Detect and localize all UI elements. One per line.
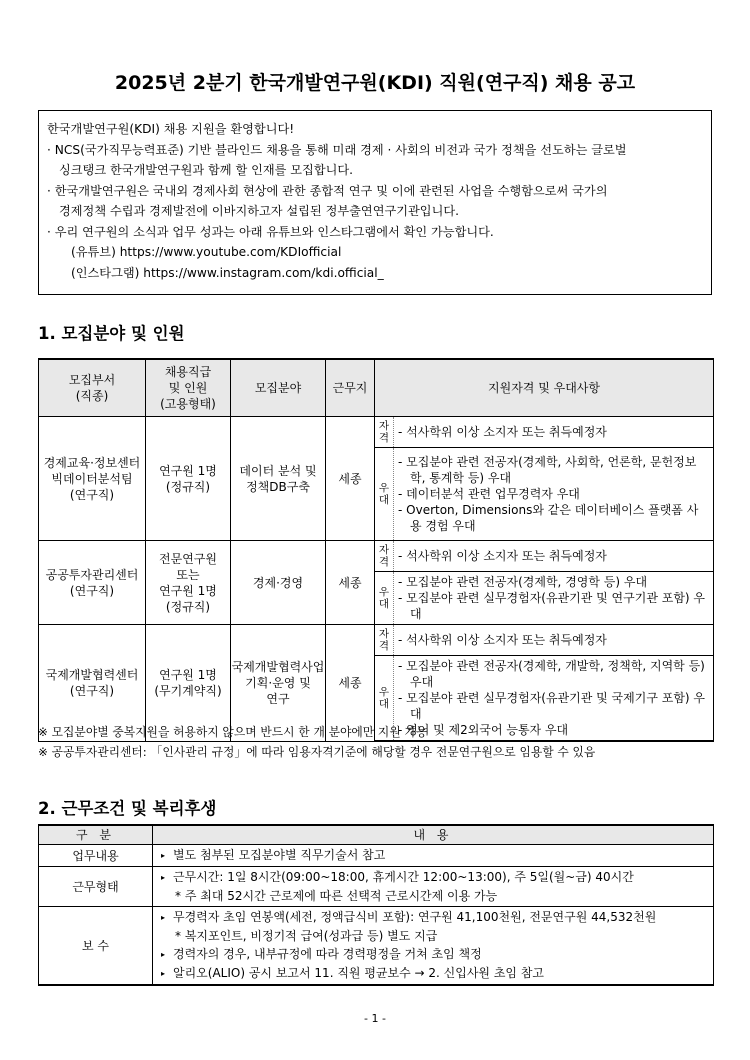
preference-item: - 모집분야 관련 실무경험자(유관기관 및 국제기구 포함) 우대 xyxy=(398,691,706,721)
content-text: 별도 첨부된 모집분야별 직무기술서 참고 xyxy=(173,848,386,862)
field-cell xyxy=(231,417,326,541)
grade-line: 연구원 1명 xyxy=(159,463,217,478)
dept-line: 빅데이터분석팀 xyxy=(51,471,133,486)
header-grade-line1: 채용직급 xyxy=(164,365,212,379)
grade-line: 또는 xyxy=(176,567,200,582)
content-subline: * 주 최대 52시간 근로제에 따른 선택적 근로시간제 이용 가능 xyxy=(175,889,498,903)
field-line: 데이터 분석 및 xyxy=(239,463,317,478)
qualification-text: - 석사학위 이상 소지자 또는 취득예정자 xyxy=(394,417,714,448)
intro-bullet-1-cont: 싱크탱크 한국개발연구원과 함께 할 인재를 모집합니다. xyxy=(59,163,354,177)
note-1: ※ 모집분야별 중복지원을 허용하지 않으며 반드시 한 개 분야에만 지원 가능 xyxy=(38,725,428,739)
note-2: ※ 공공투자관리센터: 「인사관리 규정」에 따라 임용자격기준에 해당할 경우 전문연구원으로 임용할 수 있음 xyxy=(38,745,596,759)
header-grade xyxy=(146,359,231,417)
preference-item: - 모집분야 관련 실무경험자(유관기관 및 연구기관 포함) 우대 xyxy=(398,591,706,621)
header-category: 구 분 xyxy=(39,825,153,845)
table-row xyxy=(39,417,714,448)
dept-line: (연구직) xyxy=(69,683,115,698)
field-line: 정책DB구축 xyxy=(246,479,310,494)
recruitment-table xyxy=(38,358,714,742)
intro-bullet-3: · 우리 연구원의 소식과 업무 성과는 아래 유튜브와 인스타그램에서 확인 가능합니다. xyxy=(47,224,494,239)
intro-bullet-1: · NCS(국가직무능력표준) 기반 블라인드 채용을 통해 미래 경제 · 사회의 비전과 국가 정책을 선도하는 글로벌 xyxy=(47,142,627,157)
content-cell xyxy=(153,907,714,986)
dept-cell xyxy=(39,541,146,625)
grade-cell xyxy=(146,541,231,625)
header-location: 근무지 xyxy=(326,359,375,417)
dept-line: (연구직) xyxy=(69,583,115,598)
content-subline: * 복지포인트, 비정기적 급여(성과급 등) 별도 지급 xyxy=(175,929,438,943)
preference-cell xyxy=(394,572,714,625)
preference-cell xyxy=(394,448,714,541)
dept-line: 공공투자관리센터 xyxy=(45,567,139,582)
intro-bullet-2: · 한국개발연구원은 국내외 경제사회 현상에 관한 종합적 연구 및 이에 관련된 사업을 수행함으로써 국가의 xyxy=(47,183,608,198)
field-cell: 경제·경영 xyxy=(231,541,326,625)
conditions-row xyxy=(39,867,714,907)
field-line: 기획·운영 및 xyxy=(245,675,311,690)
content-cell xyxy=(153,845,714,867)
preference-item: - 모집분야 관련 전공자(경제학, 개발학, 정책학, 지역학 등) 우대 xyxy=(398,659,705,689)
content-cell xyxy=(153,867,714,907)
preference-item: - 모집분야 관련 전공자(경제학, 경영학 등) 우대 xyxy=(398,575,648,589)
grade-line: 전문연구원 xyxy=(159,551,217,566)
location-cell: 세종 xyxy=(326,625,375,742)
table-row xyxy=(39,625,714,656)
preference-item: - 영어 및 제2외국어 능통자 우대 xyxy=(398,723,569,737)
bullet-triangle-icon: ▸ xyxy=(161,950,166,959)
intro-box xyxy=(38,110,712,295)
intro-headline: 한국개발연구원(KDI) 채용 지원을 환영합니다! xyxy=(47,122,295,136)
content-line xyxy=(161,908,707,927)
page-title: 2025년 2분기 한국개발연구원(KDI) 직원(연구직) 채용 공고 xyxy=(114,72,636,94)
youtube-link[interactable]: (유튜브) https://www.youtube.com/KDIofficial xyxy=(71,245,342,259)
section1-notes xyxy=(38,722,595,762)
content-text: 무경력자 초임 연봉액(세전, 정액급식비 포함): 연구원 41,100천원, 전문연구원 44,532천원 xyxy=(173,910,657,924)
kind-label-qual: 자격 xyxy=(375,625,394,656)
intro-bullet-2-cont: 경제정책 수립과 경제발전에 이바지하고자 설립된 정부출연연구기관입니다. xyxy=(59,204,459,218)
dept-line: 국제개발협력센터 xyxy=(45,667,139,682)
page-number: - 1 - xyxy=(364,1012,386,1025)
kind-label-pref: 우대 xyxy=(375,572,394,625)
location-cell: 세종 xyxy=(326,541,375,625)
header-dept xyxy=(39,359,146,417)
content-text: 근무시간: 1일 8시간(09:00~18:00, 휴게시간 12:00~13:00), 주 5일(월~금) 40시간 xyxy=(173,870,634,884)
preference-item: - 모집분야 관련 전공자(경제학, 사회학, 언론학, 문헌정보학, 통계학 등) 우대 xyxy=(398,455,697,485)
section2-heading: 2. 근무조건 및 복리후생 xyxy=(38,799,217,818)
header-dept-line2: (직종) xyxy=(75,389,109,403)
grade-line: (정규직) xyxy=(165,479,211,494)
category-cell: 업무내용 xyxy=(39,845,153,867)
conditions-row xyxy=(39,845,714,867)
header-qualification: 지원자격 및 우대사항 xyxy=(375,359,714,417)
dept-cell xyxy=(39,417,146,541)
content-line xyxy=(161,846,707,865)
preference-item: - 데이터분석 관련 업무경력자 우대 xyxy=(398,487,580,501)
bullet-triangle-icon: ▸ xyxy=(161,873,166,882)
table-header-row xyxy=(39,359,714,417)
field-line: 연구 xyxy=(266,691,290,706)
dept-line: 경제교육·정보센터 xyxy=(43,455,141,470)
content-text: 알리오(ALIO) 공시 보고서 11. 직원 평균보수 → 2. 신입사원 초임 참고 xyxy=(173,966,545,980)
header-field: 모집분야 xyxy=(231,359,326,417)
conditions-table xyxy=(38,824,714,986)
content-line xyxy=(161,945,707,964)
section1-heading: 1. 모집분야 및 인원 xyxy=(38,324,185,343)
dept-line: (연구직) xyxy=(69,487,115,502)
grade-line: (무기계약직) xyxy=(154,683,222,698)
instagram-link[interactable]: (인스타그램) https://www.instagram.com/kdi.official_ xyxy=(71,265,384,280)
qualification-text: - 석사학위 이상 소지자 또는 취득예정자 xyxy=(394,541,714,572)
conditions-header-row xyxy=(39,825,714,845)
category-cell: 근무형태 xyxy=(39,867,153,907)
table-row xyxy=(39,541,714,572)
bullet-triangle-icon: ▸ xyxy=(161,913,166,922)
preference-item: - Overton, Dimensions와 같은 데이터베이스 플랫폼 사용 경험 우대 xyxy=(398,503,699,533)
header-content: 내 용 xyxy=(153,825,714,845)
header-dept-line1: 모집부서 xyxy=(68,373,116,387)
content-line xyxy=(161,868,707,887)
grade-line: 연구원 1명 xyxy=(159,583,217,598)
kind-label-pref: 우대 xyxy=(375,656,394,742)
conditions-row xyxy=(39,907,714,986)
header-grade-line3: (고용형태) xyxy=(160,397,216,411)
content-text: 경력자의 경우, 내부규정에 따라 경력평정을 거쳐 초임 책정 xyxy=(173,947,482,961)
grade-line: 연구원 1명 xyxy=(159,667,217,682)
grade-cell xyxy=(146,417,231,541)
category-cell: 보 수 xyxy=(39,907,153,986)
header-grade-line2: 및 인원 xyxy=(168,381,208,395)
location-cell: 세종 xyxy=(326,417,375,541)
bullet-triangle-icon: ▸ xyxy=(161,851,166,860)
bullet-triangle-icon: ▸ xyxy=(161,969,166,978)
grade-line: (정규직) xyxy=(165,599,211,614)
content-line xyxy=(161,964,707,983)
qualification-text: - 석사학위 이상 소지자 또는 취득예정자 xyxy=(394,625,714,656)
kind-label-pref: 우대 xyxy=(375,448,394,541)
field-line: 국제개발협력사업 xyxy=(231,659,325,674)
kind-label-qual: 자격 xyxy=(375,541,394,572)
kind-label-qual: 자격 xyxy=(375,417,394,448)
